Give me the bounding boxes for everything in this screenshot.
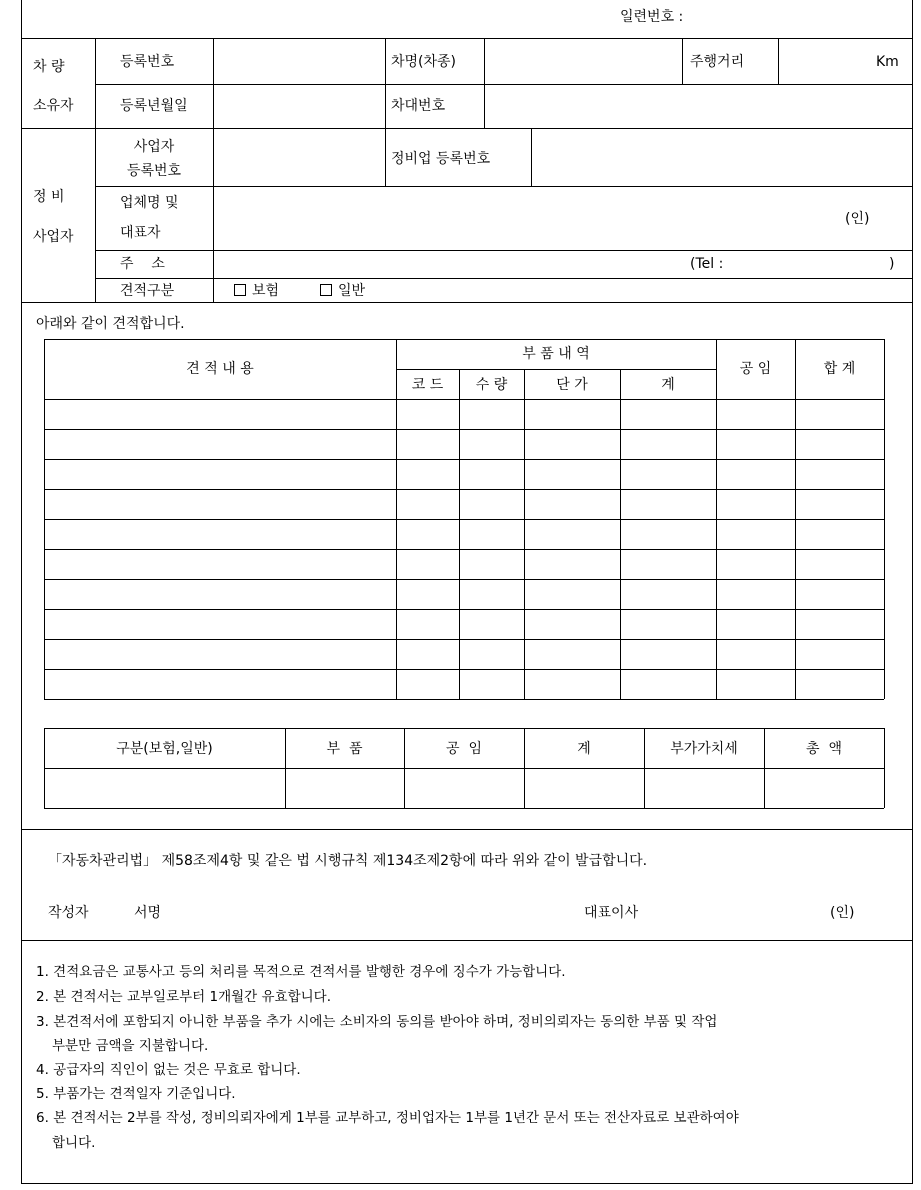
estimate-table-row (44, 639, 884, 640)
table-border (44, 399, 884, 400)
company-seal: (인) (845, 211, 870, 227)
ceo-label: 대표이사 (584, 905, 639, 921)
divider (21, 302, 913, 303)
sign-label: 서명 (134, 905, 162, 921)
estimate-table-row (44, 699, 884, 700)
table-border (884, 728, 885, 808)
intro-text: 아래와 같이 견적합니다. (36, 316, 185, 332)
divider (385, 38, 386, 186)
estimate-table-row (44, 609, 884, 610)
divider (95, 84, 913, 85)
divider (21, 38, 913, 39)
table-border (884, 339, 885, 699)
general-checkbox[interactable] (320, 284, 332, 296)
table-border (524, 369, 525, 699)
mileage-unit: Km (876, 54, 899, 70)
estimate-table-row (44, 579, 884, 580)
insurance-label: 보험 (252, 283, 280, 299)
note-item: 3. 본견적서에 포함되지 아니한 부품을 추가 시에는 소비자의 동의를 받아야 하며, 정비의뢰자는 동의한 부품 및 작업 (36, 1014, 718, 1030)
tel-close: ) (889, 256, 895, 272)
note-item: 5. 부품가는 견적일자 기준입니다. (36, 1086, 236, 1102)
divider (95, 278, 913, 279)
company-label-1: 업체명 및 (120, 195, 179, 211)
summary-col-grand-total: 총 액 (806, 741, 842, 757)
biz-reg-label-1: 사업자 (133, 139, 175, 155)
general-label: 일반 (338, 283, 366, 299)
estimate-table-row (44, 429, 884, 430)
insurance-checkbox[interactable] (234, 284, 246, 296)
insurance-option[interactable] (234, 282, 279, 300)
repair-business-label-2: 사업자 (33, 229, 74, 245)
note-item: 1. 견적요금은 교통사고 등의 처리를 목적으로 견적서를 발행한 경우에 징수가 가능합니다. (36, 964, 566, 980)
divider (21, 829, 913, 830)
table-border (44, 339, 884, 340)
note-item: 6. 본 견적서는 2부를 작성, 정비의뢰자에게 1부를 교부하고, 정비업자는 1부를 1년간 문서 또는 전산자료로 보관하여야 (36, 1110, 739, 1126)
summary-col-subtotal: 계 (577, 741, 591, 757)
col-unit-price: 단 가 (556, 377, 588, 393)
chassis-number-label: 차대번호 (391, 98, 446, 114)
col-parts: 부 품 내 역 (522, 346, 590, 362)
estimate-type-label: 견적구분 (120, 283, 175, 299)
divider (213, 38, 214, 302)
estimate-table-row (44, 519, 884, 520)
divider (778, 38, 779, 84)
col-qty: 수 량 (475, 377, 508, 393)
summary-col-parts: 부 품 (326, 741, 363, 757)
divider (95, 186, 913, 187)
tel-label: (Tel : (690, 256, 724, 272)
table-border (459, 369, 460, 699)
legal-statement: 「자동차관리법」 제58조제4항 및 같은 법 시행규칙 제134조제2항에 따라 위와 같이 발급합니다. (48, 853, 648, 869)
repair-reg-label: 정비업 등록번호 (391, 151, 491, 167)
company-label-2: 대표자 (120, 225, 161, 241)
summary-col-labor: 공 임 (446, 741, 482, 757)
reg-date-label: 등록년월일 (120, 98, 188, 114)
col-labor: 공 임 (739, 361, 772, 377)
table-border (44, 768, 884, 769)
estimate-table-row (44, 459, 884, 460)
biz-reg-label-2: 등록번호 (126, 163, 182, 179)
address-label: 주 소 (120, 256, 165, 272)
table-border (795, 339, 796, 699)
ceo-seal: (인) (830, 905, 855, 921)
table-border (620, 369, 621, 699)
note-item: 부분만 금액을 지불합니다. (52, 1038, 209, 1054)
col-content: 견 적 내 용 (186, 361, 254, 377)
serial-number-label: 일련번호 : (620, 9, 684, 25)
repair-business-label-1: 정 비 (33, 189, 65, 205)
divider (21, 128, 913, 129)
col-code: 코 드 (411, 377, 444, 393)
note-item: 4. 공급자의 직인이 없는 것은 무효로 합니다. (36, 1062, 301, 1078)
reg-number-label: 등록번호 (120, 54, 175, 70)
divider (484, 38, 485, 128)
table-border (396, 369, 716, 370)
table-border (44, 339, 45, 699)
divider (531, 128, 532, 186)
col-subtotal: 계 (661, 377, 675, 393)
table-border (44, 728, 884, 729)
car-name-label: 차명(차종) (391, 54, 457, 70)
estimate-table-row (44, 669, 884, 670)
col-total: 합 계 (823, 361, 856, 377)
summary-col-vat: 부가가치세 (670, 741, 738, 757)
vehicle-owner-label-1: 차 량 (33, 59, 65, 75)
mileage-label: 주행거리 (690, 54, 745, 70)
table-border (716, 339, 717, 699)
note-item: 2. 본 견적서는 교부일로부터 1개월간 유효합니다. (36, 989, 331, 1005)
summary-col-type: 구분(보험,일반) (116, 741, 213, 757)
table-border (44, 808, 884, 809)
estimate-table-row (44, 489, 884, 490)
writer-label: 작성자 (48, 905, 89, 921)
divider (682, 38, 683, 84)
divider (21, 940, 913, 941)
general-option[interactable] (320, 282, 365, 300)
estimate-table-row (44, 549, 884, 550)
vehicle-owner-label-2: 소유자 (33, 98, 74, 114)
divider (95, 250, 913, 251)
note-item: 합니다. (52, 1135, 96, 1151)
